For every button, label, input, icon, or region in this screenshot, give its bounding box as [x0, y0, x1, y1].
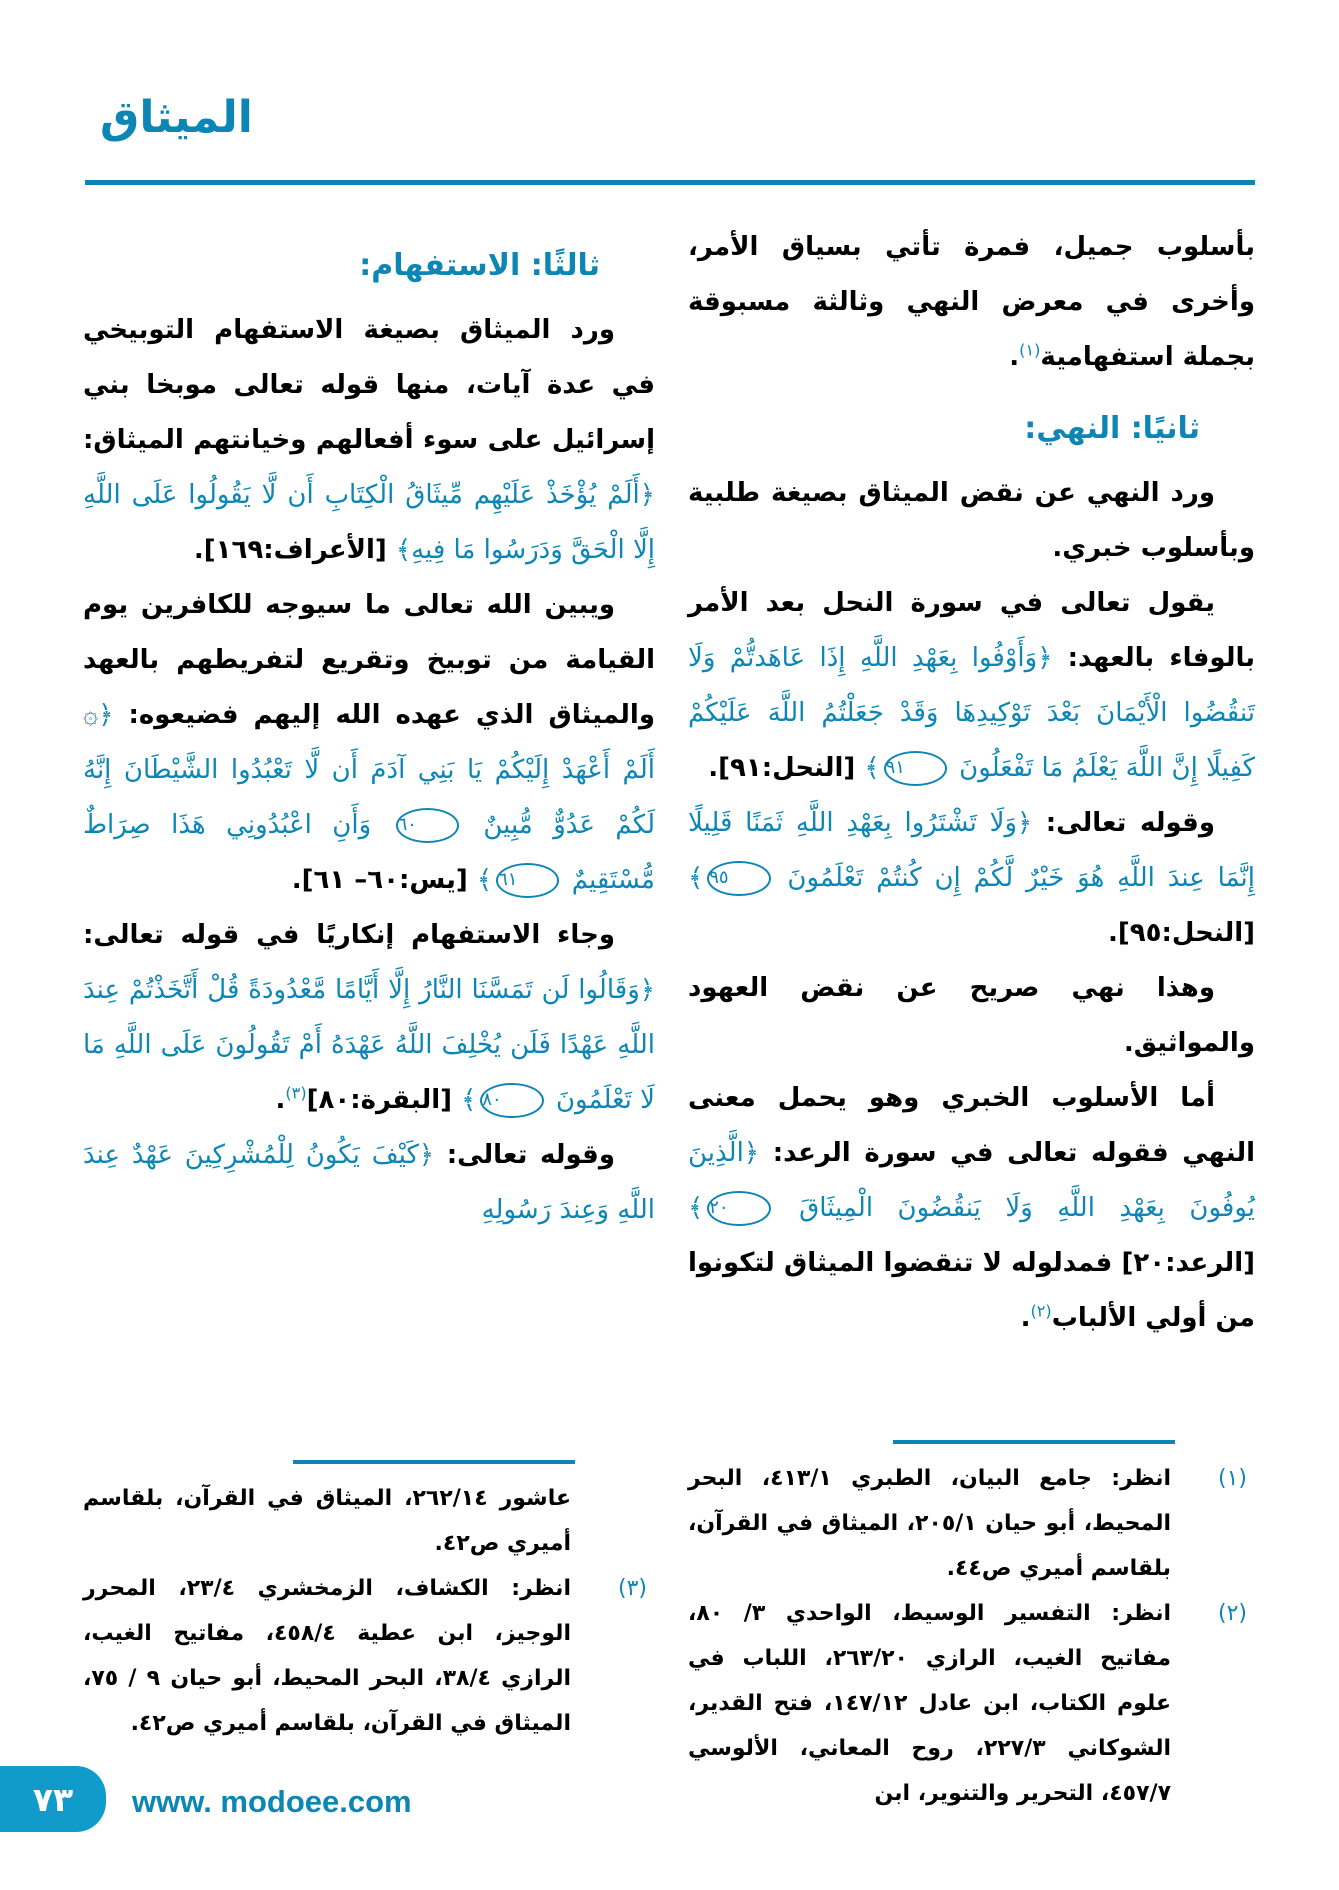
header-rule — [85, 180, 1255, 185]
body-text: وجاء الاستفهام إنكاريًا في قوله تعالى: — [83, 920, 615, 950]
quran-verse: ﴿وَأَوْفُوا بِعَهْدِ اللَّهِ إِذَا عَاهَدتُّمْ وَلَا تَنقُضُوا الْأَيْمَانَ بَعْدَ تَوْكِيدِهَا وَقَدْ جَعَلْتُمُ اللَّهَ عَلَيْكُمْ كَفِيلًا إِنَّ اللَّهَ يَعْلَمُ مَا تَفْعَلُونَ — [688, 643, 1255, 783]
section-heading: ثانيًا: النهي: — [1024, 411, 1200, 446]
body-text: . — [1009, 342, 1020, 372]
footnote-marker: (٢) — [1217, 1601, 1247, 1626]
footnote-ref: (١) — [1019, 340, 1041, 360]
footnote-separator — [293, 1460, 575, 1464]
column-left — [83, 222, 655, 1746]
paragraph — [83, 303, 655, 578]
footnote — [83, 1566, 655, 1746]
body-text: . — [275, 1085, 286, 1115]
footnote-text: انظر: جامع البيان، الطبري ٤١٣/١، البحر المحيط، أبو حيان ٢٠٥/١، الميثاق في القرآن، بلقاسم أميري ص٤٤. — [688, 1466, 1172, 1581]
quran-verse: ﴿۞ أَلَمْ أَعْهَدْ إِلَيْكُمْ يَا بَنِي آدَمَ أَن لَّا تَعْبُدُوا الشَّيْطَانَ إِنَّهُ لَكُمْ عَدُوٌّ مُّبِينٌ — [83, 700, 655, 840]
body-text: أما الأسلوب الخبري وهو يحمل معنى النهي فقوله تعالى في سورة الرعد: — [688, 1083, 1255, 1168]
paragraph — [83, 1128, 655, 1238]
footnote-text: عاشور ٢٦٢/١٤، الميثاق في القرآن، بلقاسم أميري ص٤٢. — [83, 1486, 571, 1556]
footnote-text: انظر: الكشاف، الزمخشري ٢٣/٤، المحرر الوجيز، ابن عطية ٤٥٨/٤، مفاتيح الغيب، الرازي ٣٨/٤، البحر المحيط، أبو حيان ٩ / ٧٥، الميثاق في القرآن، بلقاسم أميري ص٤٢. — [83, 1576, 572, 1736]
body-text: فمدلوله لا تنقضوا الميثاق لتكونوا من أولي الألباب — [688, 1248, 1255, 1333]
quran-verse: ﴾ — [476, 865, 493, 895]
body-text: . — [1020, 1303, 1031, 1333]
verse-citation: [الأعراف:١٦٩]. — [193, 535, 396, 565]
verse-citation: [النحل:٩١]. — [708, 753, 865, 783]
paragraph — [688, 220, 1255, 385]
body-text: بأسلوب جميل، فمرة تأتي بسياق الأمر، وأخرى في معرض النهي وثالثة مسبوقة بجملة استفهامية — [688, 232, 1255, 372]
verse-number-badge: ٩٥ — [707, 861, 770, 896]
column-left-body — [83, 238, 655, 1238]
quran-verse: ﴾ — [461, 1085, 477, 1115]
column-right-body — [688, 220, 1255, 1346]
paragraph — [688, 961, 1255, 1071]
body-text: ورد النهي عن نقض الميثاق بصيغة طلبية وبأسلوب خبري. — [688, 478, 1255, 563]
website-url: www. modoee.com — [132, 1784, 412, 1819]
quran-verse: ﴿أَلَمْ يُؤْخَذْ عَلَيْهِم مِّيثَاقُ الْكِتَابِ أَن لَّا يَقُولُوا عَلَى اللَّهِ إِلَّا الْحَقَّ وَدَرَسُوا مَا فِيهِ﴾ — [83, 480, 655, 565]
footnote — [688, 1456, 1255, 1591]
quran-verse: ﴿الَّذِينَ يُوفُونَ بِعَهْدِ اللَّهِ وَلَا يَنقُضُونَ الْمِيثَاقَ — [688, 1138, 1255, 1223]
footnote — [688, 1591, 1255, 1816]
column-left-footnotes — [83, 1456, 655, 1746]
footnote-marker: (١) — [1217, 1466, 1247, 1491]
quran-verse: ﴾ — [688, 863, 704, 893]
column-left-footnotes-list — [83, 1476, 655, 1746]
paragraph — [688, 796, 1255, 961]
body-text: وهذا نهي صريح عن نقض العهود والمواثيق. — [688, 973, 1255, 1058]
paragraph — [83, 908, 655, 1128]
verse-number-badge: ٦٠ — [396, 808, 459, 843]
verse-citation: [يس:٦٠– ٦١]. — [291, 865, 477, 895]
body-text: ورد الميثاق بصيغة الاستفهام التوبيخي في عدة آيات، منها قوله تعالى موبخا بني إسرائيل على سوء أفعالهم وخيانتهم الميثاق: — [83, 315, 655, 455]
verse-citation: [النحل:٩٥]. — [1107, 918, 1255, 948]
body-text: يقول تعالى في سورة النحل بعد الأمر بالوفاء بالعهد: — [688, 588, 1255, 673]
verse-number-badge: ٦١ — [496, 863, 559, 898]
verse-number-badge: ٨٠ — [480, 1083, 543, 1118]
quran-verse: وَأَنِ اعْبُدُونِي هَذَا صِرَاطٌ مُّسْتَقِيمٌ — [83, 810, 655, 895]
quran-verse: ﴾ — [688, 1193, 704, 1223]
footnote — [83, 1476, 655, 1566]
footnote-text: انظر: التفسير الوسيط، الواحدي ٣/ ٨٠، مفاتيح الغيب، الرازي ٢٦٣/٢٠، اللباب في علوم الكتاب، ابن عادل ١٤٧/١٢، فتح القدير، الشوكاني ٢٢٧/٣، روح المعاني، الألوسي ٤٥٧/٧، التحرير والتنوير، ابن — [688, 1601, 1171, 1806]
column-right-footnotes-list — [688, 1456, 1255, 1816]
paragraph — [688, 576, 1255, 796]
quran-verse: ﴿كَيْفَ يَكُونُ لِلْمُشْرِكِينَ عَهْدٌ عِندَ اللَّهِ وَعِندَ رَسُولِهِ — [83, 1140, 655, 1225]
verse-citation: [البقرة:٨٠] — [306, 1085, 462, 1115]
verse-citation: [الرعد:٢٠] — [1121, 1248, 1255, 1278]
footnote-ref: (٢) — [1030, 1301, 1052, 1321]
column-right — [688, 220, 1255, 1816]
paragraph — [688, 1071, 1255, 1346]
verse-number-badge: ٩١ — [884, 751, 947, 786]
page-number-badge — [0, 1766, 106, 1832]
footnote-marker: (٣) — [617, 1576, 647, 1601]
paragraph — [83, 578, 655, 908]
paragraph — [688, 466, 1255, 576]
page-number: ٧٣ — [32, 1779, 74, 1819]
body-text: وقوله تعالى: — [1032, 808, 1215, 838]
page-header-title: الميثاق — [100, 92, 253, 143]
footnote-ref: (٣) — [285, 1083, 307, 1103]
footnote-separator — [893, 1440, 1175, 1444]
quran-verse: ﴿وَلَا تَشْتَرُوا بِعَهْدِ اللَّهِ ثَمَنًا قَلِيلًا إِنَّمَا عِندَ اللَّهِ هُوَ خَيْرٌ لَّكُمْ إِن كُنتُمْ تَعْلَمُونَ — [688, 808, 1255, 893]
quran-verse: ﴾ — [864, 753, 880, 783]
body-text: ويبين الله تعالى ما سيوجه للكافرين يوم القيامة من توبيخ وتقريع لتفريطهم بالعهد والميثاق الذي عهده الله إليهم فضيعوه: — [83, 590, 655, 730]
column-right-footnotes — [688, 1436, 1255, 1816]
section-heading: ثالثًا: الاستفهام: — [359, 248, 600, 283]
quran-verse: ﴿وَقَالُوا لَن تَمَسَّنَا النَّارُ إِلَّا أَيَّامًا مَّعْدُودَةً قُلْ أَتَّخَذْتُمْ عِندَ اللَّهِ عَهْدًا فَلَن يُخْلِفَ اللَّهُ عَهْدَهُ أَمْ تَقُولُونَ عَلَى اللَّهِ مَا لَا تَعْلَمُونَ — [83, 975, 655, 1115]
body-text: وقوله تعالى: — [434, 1140, 615, 1170]
verse-number-badge: ٢٠ — [707, 1191, 770, 1226]
